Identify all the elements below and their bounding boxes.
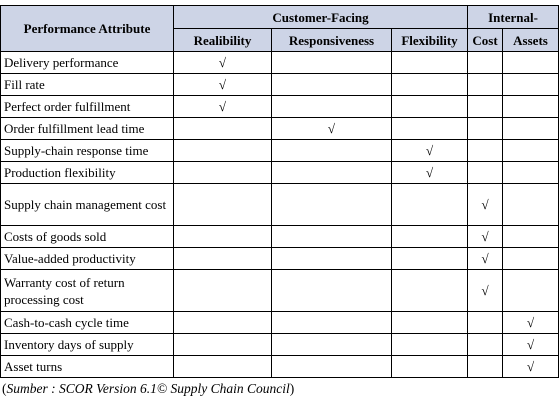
check-mark: √ bbox=[503, 312, 559, 334]
check-mark: √ bbox=[468, 270, 503, 312]
check-mark bbox=[272, 96, 392, 118]
row-label: Supply chain management cost bbox=[1, 184, 174, 226]
check-mark bbox=[392, 118, 468, 140]
check-mark bbox=[503, 248, 559, 270]
row-label: Supply-chain response time bbox=[1, 140, 174, 162]
table-row bbox=[1, 184, 559, 226]
header-cost: Cost bbox=[468, 29, 503, 52]
check-mark bbox=[174, 226, 272, 248]
check-mark bbox=[272, 184, 392, 226]
check-mark bbox=[468, 118, 503, 140]
check-mark bbox=[272, 226, 392, 248]
header-realibility: Realibility bbox=[174, 29, 272, 52]
table-row bbox=[1, 74, 559, 96]
check-mark bbox=[174, 118, 272, 140]
check-mark bbox=[174, 270, 272, 312]
check-mark bbox=[272, 248, 392, 270]
row-label: Value-added productivity bbox=[1, 248, 174, 270]
check-mark bbox=[503, 52, 559, 74]
check-mark bbox=[503, 140, 559, 162]
table-row bbox=[1, 356, 559, 378]
header-group-internal: Internal- bbox=[468, 6, 559, 29]
check-mark bbox=[503, 118, 559, 140]
check-mark: √ bbox=[503, 334, 559, 356]
check-mark: √ bbox=[468, 226, 503, 248]
check-mark: √ bbox=[174, 52, 272, 74]
row-label: Perfect order fulfillment bbox=[1, 96, 174, 118]
check-mark: √ bbox=[392, 162, 468, 184]
check-mark bbox=[503, 162, 559, 184]
check-mark bbox=[468, 356, 503, 378]
table-row bbox=[1, 312, 559, 334]
check-mark bbox=[468, 162, 503, 184]
check-mark bbox=[174, 312, 272, 334]
table-row bbox=[1, 118, 559, 140]
check-mark bbox=[174, 356, 272, 378]
check-mark bbox=[468, 140, 503, 162]
check-mark bbox=[392, 356, 468, 378]
check-mark: √ bbox=[503, 356, 559, 378]
header-performance-attribute: Performance Attribute bbox=[1, 6, 174, 52]
source-open-paren: ( bbox=[2, 381, 7, 396]
check-mark bbox=[174, 162, 272, 184]
performance-attribute-table bbox=[0, 5, 559, 378]
check-mark bbox=[392, 312, 468, 334]
header-assets: Assets bbox=[503, 29, 559, 52]
header-group-customer-facing: Customer-Facing bbox=[174, 6, 468, 29]
check-mark bbox=[468, 312, 503, 334]
check-mark bbox=[174, 184, 272, 226]
check-mark bbox=[392, 96, 468, 118]
header-responsiveness: Responsiveness bbox=[272, 29, 392, 52]
check-mark bbox=[174, 334, 272, 356]
source-close-paren: ) bbox=[289, 381, 295, 396]
source-caption bbox=[2, 381, 294, 397]
check-mark bbox=[503, 96, 559, 118]
row-label: Costs of goods sold bbox=[1, 226, 174, 248]
check-mark bbox=[468, 334, 503, 356]
check-mark bbox=[503, 184, 559, 226]
check-mark bbox=[392, 74, 468, 96]
check-mark: √ bbox=[468, 184, 503, 226]
check-mark bbox=[272, 356, 392, 378]
table-row bbox=[1, 140, 559, 162]
check-mark bbox=[174, 140, 272, 162]
check-mark: √ bbox=[174, 96, 272, 118]
check-mark bbox=[392, 52, 468, 74]
check-mark bbox=[468, 74, 503, 96]
check-mark bbox=[392, 270, 468, 312]
check-mark bbox=[272, 140, 392, 162]
check-mark bbox=[392, 184, 468, 226]
row-label: Asset turns bbox=[1, 356, 174, 378]
check-mark bbox=[272, 162, 392, 184]
check-mark bbox=[468, 52, 503, 74]
table-row bbox=[1, 96, 559, 118]
check-mark bbox=[272, 312, 392, 334]
row-label: Inventory days of supply bbox=[1, 334, 174, 356]
check-mark bbox=[392, 248, 468, 270]
check-mark: √ bbox=[174, 74, 272, 96]
row-label: Cash-to-cash cycle time bbox=[1, 312, 174, 334]
check-mark: √ bbox=[392, 140, 468, 162]
check-mark bbox=[272, 334, 392, 356]
check-mark bbox=[272, 74, 392, 96]
check-mark bbox=[503, 226, 559, 248]
table-row bbox=[1, 248, 559, 270]
source-label: Sumber : SCOR Version 6.1© Supply Chain Council bbox=[6, 381, 290, 396]
row-label: Delivery performance bbox=[1, 52, 174, 74]
check-mark bbox=[468, 96, 503, 118]
table-row bbox=[1, 270, 559, 312]
row-label: Warranty cost of return processing cost bbox=[1, 270, 174, 312]
row-label: Production flexibility bbox=[1, 162, 174, 184]
check-mark bbox=[392, 334, 468, 356]
table-row bbox=[1, 52, 559, 74]
table-row bbox=[1, 226, 559, 248]
check-mark: √ bbox=[272, 118, 392, 140]
row-label: Order fulfillment lead time bbox=[1, 118, 174, 140]
check-mark bbox=[174, 248, 272, 270]
check-mark bbox=[503, 270, 559, 312]
check-mark bbox=[272, 270, 392, 312]
table-row bbox=[1, 334, 559, 356]
check-mark bbox=[392, 226, 468, 248]
check-mark: √ bbox=[468, 248, 503, 270]
check-mark bbox=[272, 52, 392, 74]
check-mark bbox=[503, 74, 559, 96]
table-row bbox=[1, 162, 559, 184]
row-label: Fill rate bbox=[1, 74, 174, 96]
header-flexibility: Flexibility bbox=[392, 29, 468, 52]
